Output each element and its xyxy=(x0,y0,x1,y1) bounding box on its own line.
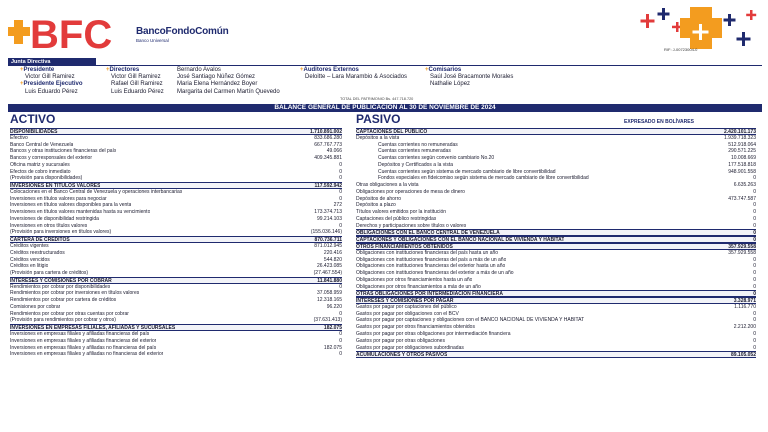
table-row xyxy=(10,142,342,149)
row-value: 0 xyxy=(339,330,342,337)
director-name: Margarita del Carmen Martín Quevedo xyxy=(177,88,280,95)
director-name: Victor Gill Ramirez xyxy=(111,74,161,81)
table-row xyxy=(356,317,756,324)
row-label: Inversiones en empresas filiales y afiliadas no financieras del exterior xyxy=(10,351,164,358)
row-value: 0 xyxy=(753,330,756,337)
row-value: 2.420.101.173 xyxy=(724,129,756,135)
director-name: Luis Eduardo Pérez xyxy=(111,88,164,95)
row-value: 1.116.770 xyxy=(734,303,756,310)
table-row xyxy=(356,263,756,270)
table-row xyxy=(10,155,342,162)
row-label: CARTERA DE CRÉDITOS xyxy=(10,237,70,244)
row-label: CAPTACIONES Y OBLIGACIONES CON EL BANCO NACIONAL DE VIVIENDA Y HABITAT xyxy=(356,237,565,244)
comisario-name: Saúl José Bracamonte Morales xyxy=(430,74,514,81)
row-value: 0 xyxy=(339,195,342,202)
row-label: Cuentas corrientes no remuneradas xyxy=(378,141,458,148)
row-value: 96.220 xyxy=(326,303,342,310)
row-label: (Provisión para inversiones en títulos valores) xyxy=(10,229,112,236)
table-row xyxy=(10,345,342,352)
row-value: 117.592.942 xyxy=(314,183,342,190)
row-label: Inversiones en empresas filiales y afiliadas financieras del país xyxy=(10,330,150,337)
row-label: Gastos por pagar por captaciones y obligaciones con el BANCO NACIONAL DE VIVIENDA Y HABITAT xyxy=(356,317,585,324)
row-value: 0 xyxy=(339,310,342,317)
row-label: Efectos de cobro inmediato xyxy=(10,168,71,175)
comisario-name: Nathalie López xyxy=(430,81,471,88)
table-row xyxy=(10,189,342,196)
auditores-block xyxy=(300,67,407,81)
row-label: Bancos y otras instituciones financieras del país xyxy=(10,148,117,155)
section-row xyxy=(356,290,756,297)
row-value: 37.058.959 xyxy=(316,290,342,297)
row-value: 409.345.881 xyxy=(314,155,342,162)
row-label: Gastos por pagar por obligaciones con el BCV xyxy=(356,310,459,317)
table-row xyxy=(10,317,342,324)
row-value: 0 xyxy=(753,222,756,229)
activo-heading: ACTIVO xyxy=(10,112,56,126)
table-row xyxy=(356,223,756,230)
row-label: DISPONIBILIDADES xyxy=(10,129,58,135)
table-row xyxy=(356,250,756,257)
row-label: Otras obligaciones a la vista xyxy=(356,182,419,189)
row-label: Cuentas corrientes según convenio cambiario No.20 xyxy=(378,155,495,162)
table-row xyxy=(10,270,342,277)
row-label: Obligaciones con instituciones financieras del país a más de un año xyxy=(356,256,507,263)
header xyxy=(0,0,768,58)
row-value: 948.901.558 xyxy=(728,168,756,175)
row-value: 2.212.200 xyxy=(733,324,756,331)
row-value: 0 xyxy=(753,344,756,351)
row-label: Depósitos a la vista xyxy=(356,134,400,141)
row-value: 26.423.085 xyxy=(316,263,342,270)
row-value: 833.686.280 xyxy=(314,134,342,141)
row-value: 357.929.558 xyxy=(728,244,756,251)
row-label: (Provisión para cartera de créditos) xyxy=(10,270,89,277)
directores-block-2 xyxy=(177,67,280,96)
director-name: Rafael Gill Ramirez xyxy=(111,81,163,88)
table-row xyxy=(10,290,342,297)
table-row xyxy=(356,155,756,162)
star-icon: + xyxy=(300,67,304,73)
table-row xyxy=(10,209,342,216)
table-row xyxy=(356,277,756,284)
row-value: 0 xyxy=(753,202,756,209)
row-value: 0 xyxy=(753,230,756,237)
row-value: 0 xyxy=(339,222,342,229)
section-row xyxy=(356,297,756,304)
star-icon: + xyxy=(425,67,429,73)
table-row xyxy=(356,135,756,142)
section-row xyxy=(10,128,342,135)
table-row xyxy=(10,196,342,203)
table-row xyxy=(356,142,756,149)
row-label: Créditos en litigio xyxy=(10,263,49,270)
row-value: 871.012.945 xyxy=(314,243,342,250)
row-value: (155.036.146) xyxy=(310,229,342,236)
section-row xyxy=(10,324,342,331)
brand xyxy=(136,26,229,43)
row-value: 0 xyxy=(753,310,756,317)
currency-note: EXPRESADO EN BOLÍVARES xyxy=(624,119,694,125)
star-icon: + xyxy=(20,81,24,88)
table-row xyxy=(10,250,342,257)
row-value: 182.075 xyxy=(323,325,342,332)
table-row xyxy=(10,162,342,169)
row-label: Obligaciones con instituciones financieras del exterior a más de un año xyxy=(356,270,514,277)
row-label: Gastos por pagar por obligaciones subordinadas xyxy=(356,344,464,351)
ejecutivo-name: Luis Eduardo Pérez xyxy=(25,88,78,95)
table-row xyxy=(356,148,756,155)
table-row xyxy=(356,209,756,216)
comisarios-title: Comisarios xyxy=(428,67,462,73)
table-row xyxy=(10,263,342,270)
director-name: Maria Elena Hernández Boyer xyxy=(177,81,258,88)
table-row xyxy=(356,284,756,291)
row-label: INTERESES Y COMISIONES POR COBRAR xyxy=(10,277,112,284)
row-label: Inversiones en otros títulos valores xyxy=(10,222,88,229)
activo-table xyxy=(10,128,342,358)
row-label: INVERSIONES EN EMPRESAS FILIALES, AFILIADAS Y SUCURSALES xyxy=(10,325,176,332)
table-row xyxy=(356,331,756,338)
presidente-title: Presidente xyxy=(23,67,55,73)
table-row xyxy=(10,284,342,291)
row-value: 12.318.165 xyxy=(316,297,342,304)
presidente-name: Victor Gill Ramirez xyxy=(25,74,75,81)
pasivo-table xyxy=(356,128,756,358)
row-label: Gastos por pagar por otras obligaciones xyxy=(356,337,445,344)
table-row xyxy=(10,338,342,345)
presidente-block xyxy=(20,67,83,96)
directores-block xyxy=(106,67,164,96)
decorative-crosses-icon xyxy=(640,4,764,54)
row-value: 0 xyxy=(753,337,756,344)
row-label: Rendimientos por cobrar por disponibilidades xyxy=(10,283,111,290)
row-value: 3.328.971 xyxy=(733,298,756,305)
section-row xyxy=(356,351,756,358)
row-label: INVERSIONES EN TÍTULOS VALORES xyxy=(10,183,101,190)
row-value: 0 xyxy=(753,291,756,298)
director-name: Bernardo Avalos xyxy=(177,67,221,73)
row-label: Créditos vencidos xyxy=(10,256,50,263)
row-label: Cuentas corrientes según sistema de mercado cambiario de libre convertibilidad xyxy=(378,168,556,175)
table-row xyxy=(10,169,342,176)
table-row xyxy=(10,351,342,358)
table-row xyxy=(356,270,756,277)
table-row xyxy=(10,331,342,338)
row-label: Comisiones por cobrar xyxy=(10,303,61,310)
row-label: ACUMULACIONES Y OTROS PASIVOS xyxy=(356,352,448,359)
table-row xyxy=(10,202,342,209)
row-label: Obligaciones por otros financiamientos a más de un año xyxy=(356,283,481,290)
row-label: Captaciones del público restringidas xyxy=(356,215,437,222)
table-row xyxy=(356,175,756,182)
row-value: 0 xyxy=(753,283,756,290)
row-value: 272 xyxy=(333,202,342,209)
row-label: Depósitos y Certificados a la vista xyxy=(378,161,454,168)
row-label: Gastos por pagar por captaciones del público xyxy=(356,303,457,310)
row-value: 667.767.773 xyxy=(314,141,342,148)
table-row xyxy=(10,148,342,155)
directores-title: Directores xyxy=(109,67,140,73)
row-value: 0 xyxy=(753,188,756,195)
brand-subtitle: Banco Universal xyxy=(136,38,169,43)
table-row xyxy=(10,135,342,142)
row-label: Rendimientos por cobrar por otras cuentas por cobrar xyxy=(10,310,129,317)
rif-number: RIF: J-00723004-0 xyxy=(664,47,698,52)
row-value: 357.929.558 xyxy=(728,249,756,256)
row-value: 177.518.818 xyxy=(728,161,756,168)
row-value: 1.710.891.002 xyxy=(310,129,342,135)
section-row xyxy=(10,236,342,243)
row-value: 49.066 xyxy=(326,148,342,155)
row-label: Cuentas corrientes remuneradas xyxy=(378,148,451,155)
row-label: OBLIGACIONES CON EL BANCO CENTRAL DE VENEZUELA xyxy=(356,230,500,237)
auditores-title: Auditores Externos xyxy=(303,67,359,73)
ejecutivo-title: Presidente Ejecutivo xyxy=(23,81,83,88)
row-value: 473.747.587 xyxy=(728,195,756,202)
star-icon: + xyxy=(106,67,110,73)
table-row xyxy=(356,324,756,331)
row-label: Oficina matriz y sucursales xyxy=(10,161,70,168)
row-value: 0 xyxy=(753,209,756,216)
row-value: 0 xyxy=(753,270,756,277)
row-label: Rendimientos por cobrar por cartera de créditos xyxy=(10,297,117,304)
row-value: 512.918.064 xyxy=(728,141,756,148)
row-value: 89.105.052 xyxy=(730,352,756,359)
row-label: Banco Central de Venezuela xyxy=(10,141,74,148)
section-row xyxy=(10,277,342,284)
row-label: INTERESES Y COMISIONES POR PAGAR xyxy=(356,298,454,305)
row-value: 290.571.225 xyxy=(728,148,756,155)
row-value: 0 xyxy=(339,168,342,175)
row-value: 0 xyxy=(339,175,342,182)
row-label: Inversiones en empresas filiales y afiliadas financieras del exterior xyxy=(10,337,157,344)
row-value: 220.416 xyxy=(323,249,342,256)
comisarios-block xyxy=(425,67,513,89)
row-label: Derechos y participaciones sobre títulos o valores xyxy=(356,222,467,229)
row-value: 0 xyxy=(753,175,756,182)
row-label: Inversiones en títulos valores mantenidas hasta su vencimiento xyxy=(10,209,151,216)
row-value: 0 xyxy=(753,317,756,324)
row-value: 0 xyxy=(753,237,756,244)
row-value: 0 xyxy=(753,276,756,283)
row-value: (37.631.413) xyxy=(313,317,342,324)
row-value: 0 xyxy=(753,215,756,222)
logo-text: BFC xyxy=(30,13,113,54)
row-value: 0 xyxy=(753,256,756,263)
row-value: 6.635.263 xyxy=(733,182,756,189)
row-value: 0 xyxy=(339,283,342,290)
row-label: Rendimientos por cobrar por inversiones en títulos valores xyxy=(10,290,140,297)
table-row xyxy=(10,216,342,223)
table-row xyxy=(356,257,756,264)
section-row xyxy=(356,229,756,236)
section-row xyxy=(356,243,756,250)
total-patrimonio: TOTAL DEL PATRIMONIO Bs. 447.718.720 xyxy=(340,97,414,101)
table-row xyxy=(10,223,342,230)
table-row xyxy=(10,297,342,304)
table-row xyxy=(356,162,756,169)
row-value: 11.841.880 xyxy=(317,277,342,284)
row-value: 99.214.103 xyxy=(316,215,342,222)
row-label: Obligaciones con instituciones financieras del exterior hasta un año xyxy=(356,263,506,270)
star-icon: + xyxy=(20,67,24,73)
row-value: 182.075 xyxy=(323,344,342,351)
table-row xyxy=(10,175,342,182)
row-label: Depósitos de ahorro xyxy=(356,195,402,202)
row-label: Depósitos a plazo xyxy=(356,202,396,209)
table-row xyxy=(356,169,756,176)
table-row xyxy=(356,196,756,203)
row-label: OTRAS OBLIGACIONES POR INTERMEDIACIÓN FINANCIERA xyxy=(356,291,503,298)
table-row xyxy=(10,243,342,250)
table-row xyxy=(10,229,342,236)
row-label: Gastos por pagar por otros financiamientos obtenidos xyxy=(356,324,475,331)
row-label: Inversiones de disponibilidad restringida xyxy=(10,215,99,222)
row-value: 173.374.713 xyxy=(314,209,342,216)
row-value: 1.939.718.323 xyxy=(724,134,756,141)
row-value: 544.820 xyxy=(323,256,342,263)
section-row xyxy=(356,128,756,135)
table-row xyxy=(356,202,756,209)
row-label: Obligaciones por otros financiamientos hasta un año xyxy=(356,276,473,283)
row-label: Créditos vigentes xyxy=(10,243,49,250)
row-value: 0 xyxy=(339,161,342,168)
director-name: José Santiago Núñez Gómez xyxy=(177,74,256,81)
table-row xyxy=(356,304,756,311)
row-value: 0 xyxy=(753,263,756,270)
table-row xyxy=(10,304,342,311)
row-value: (27.467.554) xyxy=(313,270,342,277)
row-value: 870.736.711 xyxy=(314,237,342,244)
table-row xyxy=(10,257,342,264)
row-label: OTROS FINANCIAMIENTOS OBTENIDOS xyxy=(356,244,453,251)
table-row xyxy=(10,311,342,318)
row-label: Efectivo xyxy=(10,134,28,141)
board-title: Junta Directiva xyxy=(8,58,96,66)
row-label: CAPTACIONES DEL PÚBLICO xyxy=(356,129,428,135)
pasivo-heading: PASIVO xyxy=(356,112,401,126)
row-label: Obligaciones por operaciones de mesa de dinero xyxy=(356,188,465,195)
row-label: Títulos valores emitidos por la institución xyxy=(356,209,447,216)
table-row xyxy=(356,338,756,345)
row-label: (Provisión para disponibilidades) xyxy=(10,175,83,182)
row-value: 0 xyxy=(339,188,342,195)
table-row xyxy=(356,189,756,196)
bfc-logo-icon xyxy=(8,10,126,54)
section-row xyxy=(356,236,756,243)
row-label: Gastos por pagar por otras obligaciones por intermediación financiera xyxy=(356,330,511,337)
row-value: 10.008.669 xyxy=(730,155,756,162)
row-label: Créditos reestructurados xyxy=(10,249,65,256)
row-label: Bancos y corresponsales del exterior xyxy=(10,155,92,162)
section-row xyxy=(10,182,342,189)
balance-title: BALANCE GENERAL DE PUBLICACIÓN AL 30 DE NOVIEMBRE DE 2024 xyxy=(8,104,762,112)
row-label: Obligaciones con instituciones financieras del país hasta un año xyxy=(356,249,499,256)
row-label: Inversiones en títulos valores para negociar xyxy=(10,195,107,202)
row-label: (Provisión para rendimientos por cobrar y otros) xyxy=(10,317,116,324)
row-value: 0 xyxy=(339,351,342,358)
divider xyxy=(8,65,762,66)
row-label: Inversiones en empresas filiales y afiliadas no financieras del país xyxy=(10,344,157,351)
row-value: 0 xyxy=(339,337,342,344)
brand-name: BancoFondoComún xyxy=(136,26,229,37)
row-label: Inversiones en títulos valores disponibles para la venta xyxy=(10,202,132,209)
auditores-name: Deloitte – Lara Marambio & Asociados xyxy=(305,74,408,81)
table-row xyxy=(356,182,756,189)
table-row xyxy=(356,345,756,352)
table-row xyxy=(356,216,756,223)
row-label: Fondos especiales en fideicomiso según sistema de mercado cambiario de libre convertibilidad xyxy=(378,175,589,182)
row-label: Colocaciones en el Banco Central de Venezuela y operaciones interbancarias xyxy=(10,188,183,195)
table-row xyxy=(356,311,756,318)
